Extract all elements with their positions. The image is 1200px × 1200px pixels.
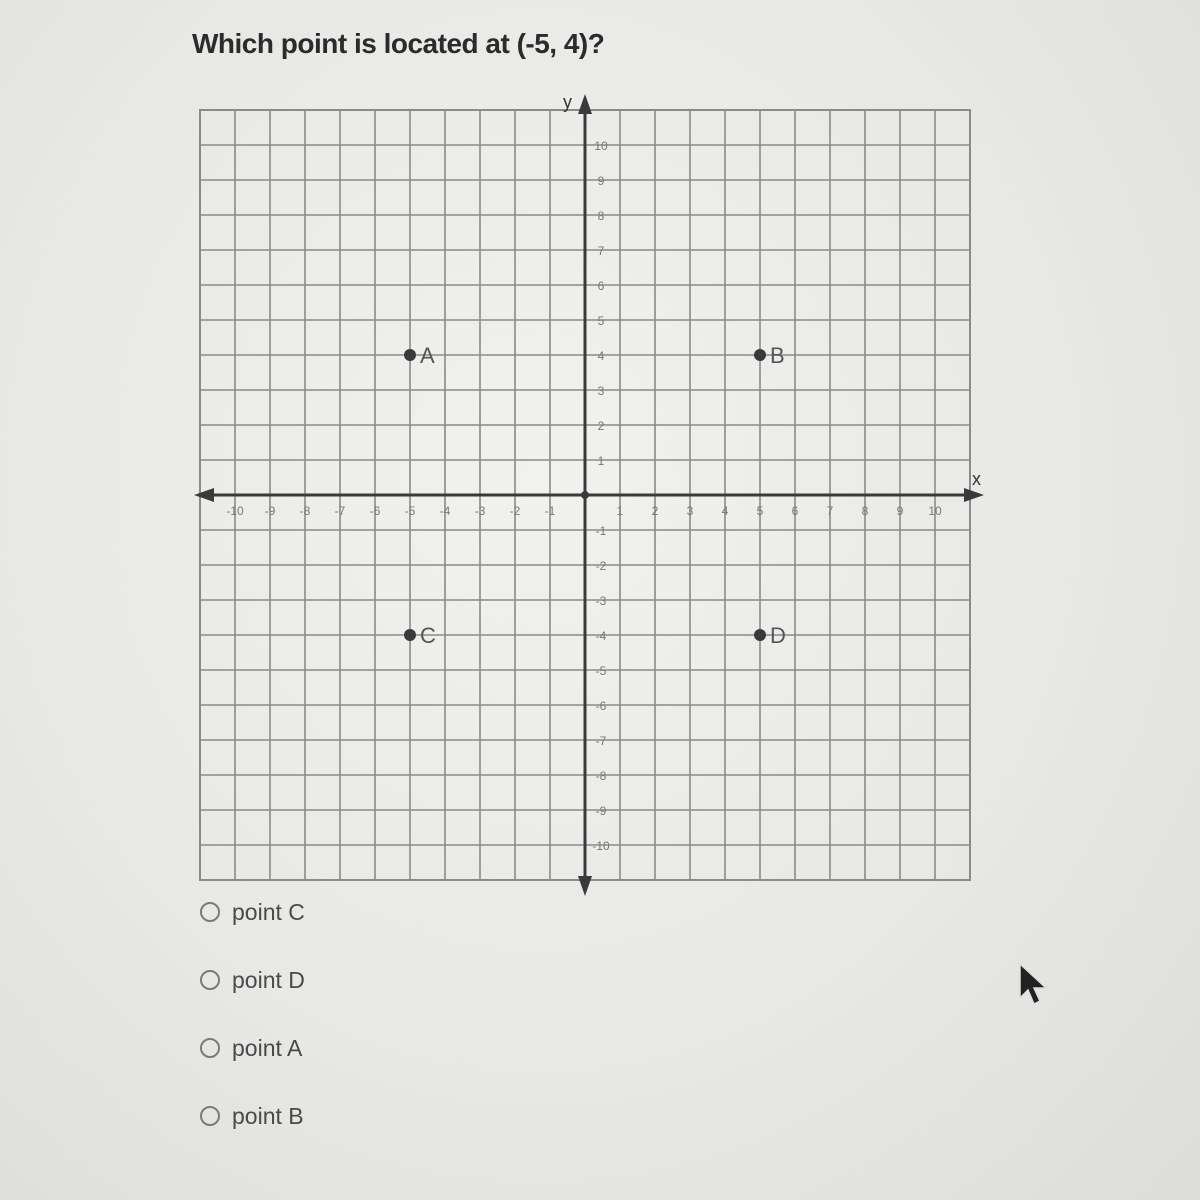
x-axis-arrow-right [964,488,984,502]
x-tick-label: 7 [826,504,834,518]
x-tick-label: -9 [264,504,276,518]
x-tick-label: -3 [474,504,486,518]
y-tick-label: 2 [597,419,605,433]
question-text: Which point is located at (-5, 4)? [192,28,605,59]
point-a-label: A [420,343,435,368]
x-tick-label: -2 [509,504,521,518]
option-point-b[interactable] [200,1099,305,1133]
y-tick-label: -3 [595,594,607,608]
y-tick-label: 7 [597,244,605,258]
y-tick-label: -7 [595,734,607,748]
y-tick-label: 9 [597,174,605,188]
point-d-label: D [770,623,786,648]
point-d-marker [754,629,766,641]
x-tick-label: 4 [721,504,729,518]
y-tick-label: 3 [597,384,605,398]
option-label: point B [232,1102,304,1129]
origin-dot [581,491,589,499]
option-point-c[interactable] [200,895,305,929]
point-b-label: B [770,343,785,368]
y-tick-label: 10 [594,139,608,153]
y-tick-label: 6 [597,279,605,293]
arrow-cursor-icon [1016,962,1052,1006]
x-tick-label: -7 [334,504,346,518]
y-tick-label: 5 [597,314,605,328]
y-tick-label: 1 [597,454,605,468]
x-tick-label: 2 [651,504,659,518]
point-b-marker [754,349,766,361]
y-tick-label: -4 [595,629,607,643]
point-c-marker [404,629,416,641]
x-tick-label: -5 [404,504,416,518]
y-tick-label: -1 [595,524,607,538]
y-tick-label: -5 [595,664,607,678]
x-tick-label: 1 [616,504,624,518]
x-axis-arrow-left [194,488,214,502]
x-tick-label: 10 [928,504,942,518]
x-tick-label: -1 [544,504,556,518]
x-tick-label: 3 [686,504,694,518]
y-tick-label: -2 [595,559,607,573]
y-tick-label: 4 [597,349,605,363]
radio-button[interactable] [200,1106,220,1126]
y-axis-arrow-down [578,876,592,896]
x-axis-label: x [972,469,981,489]
option-label: point A [232,1034,303,1061]
y-tick-label: -6 [595,699,607,713]
y-axis-label: y [563,92,572,112]
option-label: point C [232,898,305,925]
y-tick-label: 8 [597,209,605,223]
option-point-a[interactable] [200,1031,305,1065]
x-tick-label: 9 [896,504,904,518]
x-tick-label: -6 [369,504,381,518]
coordinate-plane-svg [190,90,980,890]
x-tick-label: 6 [791,504,799,518]
x-tick-label: 5 [756,504,764,518]
y-tick-label: -8 [595,769,607,783]
y-tick-label: -10 [592,839,610,853]
x-tick-label: -4 [439,504,451,518]
answer-options [200,895,305,1167]
y-axis-arrow-up [578,94,592,114]
option-point-d[interactable] [200,963,305,997]
radio-button[interactable] [200,902,220,922]
point-a-marker [404,349,416,361]
y-tick-label: -9 [595,804,607,818]
option-label: point D [232,966,305,993]
x-tick-label: -10 [226,504,244,518]
radio-button[interactable] [200,970,220,990]
coordinate-plane [190,90,980,890]
radio-button[interactable] [200,1038,220,1058]
x-tick-label: 8 [861,504,869,518]
x-tick-label: -8 [299,504,311,518]
point-c-label: C [420,623,436,648]
